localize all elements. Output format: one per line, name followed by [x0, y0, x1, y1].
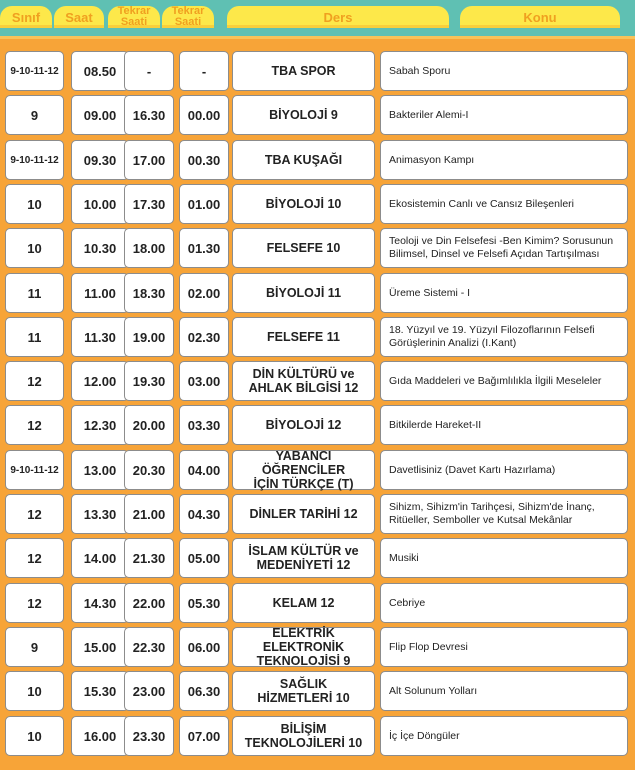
header-tekrar-2-label: Tekrar Saati — [171, 5, 205, 28]
header-konu — [460, 6, 620, 28]
tekrar-saati-2-cell: 05.00 — [179, 538, 229, 578]
tekrar-saati-2-cell: 04.30 — [179, 494, 229, 534]
saat-cell: 11.00 — [71, 273, 129, 313]
tekrar-saati-2-cell: 03.00 — [179, 361, 229, 401]
header-saat-label: Saat — [65, 9, 93, 25]
konu-cell: Alt Solunum Yolları — [380, 671, 628, 711]
tekrar-saati-2-cell: 00.00 — [179, 95, 229, 135]
sinif-cell: 10 — [5, 716, 64, 756]
saat-cell: 12.00 — [71, 361, 129, 401]
header-tekrar-saati-2 — [162, 6, 214, 28]
saat-cell: 15.00 — [71, 627, 129, 667]
sinif-cell: 12 — [5, 583, 64, 623]
ders-cell: BİYOLOJİ 11 — [232, 273, 375, 313]
tekrar-saati-1-cell: 18.30 — [124, 273, 174, 313]
header-ders-label: Ders — [323, 9, 353, 25]
tekrar-saati-2-cell: 05.30 — [179, 583, 229, 623]
sinif-cell: 12 — [5, 405, 64, 445]
tekrar-saati-1-cell: 17.00 — [124, 140, 174, 180]
ders-cell: ELEKTRİK ELEKTRONİK TEKNOLOJİSİ 9 — [232, 627, 375, 667]
tekrar-saati-1-cell: 22.30 — [124, 627, 174, 667]
ders-cell: SAĞLIK HİZMETLERİ 10 — [232, 671, 375, 711]
tekrar-saati-1-cell: 16.30 — [124, 95, 174, 135]
saat-cell: 13.30 — [71, 494, 129, 534]
saat-cell: 14.00 — [71, 538, 129, 578]
konu-cell: Sabah Sporu — [380, 51, 628, 91]
konu-cell: Musiki — [380, 538, 628, 578]
sinif-cell: 10 — [5, 228, 64, 268]
schedule-panel — [0, 36, 635, 770]
saat-cell: 12.30 — [71, 405, 129, 445]
tekrar-saati-1-cell: 23.00 — [124, 671, 174, 711]
tekrar-saati-1-cell: 20.00 — [124, 405, 174, 445]
saat-cell: 08.50 — [71, 51, 129, 91]
table-header — [0, 0, 635, 40]
konu-cell: Teoloji ve Din Felsefesi -Ben Kimim? Sorusunun Bilimsel, Dinsel ve Felsefi Açıdan Tartışılması — [380, 228, 628, 268]
tekrar-saati-2-cell: 03.30 — [179, 405, 229, 445]
sinif-cell: 11 — [5, 317, 64, 357]
header-konu-label: Konu — [523, 9, 557, 25]
ders-cell: BİYOLOJİ 12 — [232, 405, 375, 445]
header-sinif-label: Sınıf — [11, 9, 41, 25]
header-tekrar-1-label: Tekrar Saati — [117, 5, 151, 28]
sinif-cell: 12 — [5, 361, 64, 401]
saat-cell: 10.30 — [71, 228, 129, 268]
konu-cell: Bakteriler Alemi-I — [380, 95, 628, 135]
saat-cell: 14.30 — [71, 583, 129, 623]
saat-cell: 09.30 — [71, 140, 129, 180]
saat-cell: 10.00 — [71, 184, 129, 224]
saat-cell: 09.00 — [71, 95, 129, 135]
tekrar-saati-1-cell: 19.30 — [124, 361, 174, 401]
konu-cell: Animasyon Kampı — [380, 140, 628, 180]
ders-cell: DİN KÜLTÜRÜ ve AHLAK BİLGİSİ 12 — [232, 361, 375, 401]
konu-cell: Gıda Maddeleri ve Bağımlılıkla İlgili Meseleler — [380, 361, 628, 401]
header-saat — [54, 6, 104, 28]
tekrar-saati-2-cell: 02.00 — [179, 273, 229, 313]
sinif-cell: 10 — [5, 184, 64, 224]
konu-cell: Bitkilerde Hareket-II — [380, 405, 628, 445]
sinif-cell: 12 — [5, 494, 64, 534]
saat-cell: 13.00 — [71, 450, 129, 490]
header-tekrar-saati-1 — [108, 6, 160, 28]
tekrar-saati-1-cell: - — [124, 51, 174, 91]
tekrar-saati-1-cell: 20.30 — [124, 450, 174, 490]
ders-cell: TBA KUŞAĞI — [232, 140, 375, 180]
tekrar-saati-2-cell: 00.30 — [179, 140, 229, 180]
tekrar-saati-1-cell: 21.00 — [124, 494, 174, 534]
ders-cell: BİYOLOJİ 10 — [232, 184, 375, 224]
konu-cell: Davetlisiniz (Davet Kartı Hazırlama) — [380, 450, 628, 490]
tekrar-saati-1-cell: 23.30 — [124, 716, 174, 756]
tekrar-saati-2-cell: 06.30 — [179, 671, 229, 711]
tekrar-saati-2-cell: 04.00 — [179, 450, 229, 490]
saat-cell: 15.30 — [71, 671, 129, 711]
ders-cell: İSLAM KÜLTÜR ve MEDENİYETİ 12 — [232, 538, 375, 578]
tekrar-saati-2-cell: - — [179, 51, 229, 91]
ders-cell: BİLİŞİM TEKNOLOJİLERİ 10 — [232, 716, 375, 756]
konu-cell: 18. Yüzyıl ve 19. Yüzyıl Filozoflarının Felsefi Görüşlerinin Analizi (I.Kant) — [380, 317, 628, 357]
sinif-cell: 9 — [5, 627, 64, 667]
tekrar-saati-2-cell: 01.30 — [179, 228, 229, 268]
saat-cell: 16.00 — [71, 716, 129, 756]
saat-cell: 11.30 — [71, 317, 129, 357]
ders-cell: TBA SPOR — [232, 51, 375, 91]
sinif-cell: 9-10-11-12 — [5, 51, 64, 91]
tekrar-saati-1-cell: 17.30 — [124, 184, 174, 224]
sinif-cell: 10 — [5, 671, 64, 711]
tekrar-saati-1-cell: 18.00 — [124, 228, 174, 268]
konu-cell: Cebriye — [380, 583, 628, 623]
sinif-cell: 9-10-11-12 — [5, 140, 64, 180]
sinif-cell: 12 — [5, 538, 64, 578]
header-sinif — [0, 6, 52, 28]
tekrar-saati-1-cell: 22.00 — [124, 583, 174, 623]
konu-cell: Üreme Sistemi - I — [380, 273, 628, 313]
konu-cell: Ekosistemin Canlı ve Cansız Bileşenleri — [380, 184, 628, 224]
tekrar-saati-1-cell: 21.30 — [124, 538, 174, 578]
konu-cell: İç İçe Döngüler — [380, 716, 628, 756]
ders-cell: BİYOLOJİ 9 — [232, 95, 375, 135]
header-ders — [227, 6, 449, 28]
konu-cell: Sihizm, Sihizm'in Tarihçesi, Sihizm'de İnanç, Ritüeller, Semboller ve Kutsal Mekânlar — [380, 494, 628, 534]
sinif-cell: 9-10-11-12 — [5, 450, 64, 490]
tekrar-saati-1-cell: 19.00 — [124, 317, 174, 357]
tekrar-saati-2-cell: 07.00 — [179, 716, 229, 756]
ders-cell: YABANCI ÖĞRENCİLER İÇİN TÜRKÇE (T) — [232, 450, 375, 490]
konu-cell: Flip Flop Devresi — [380, 627, 628, 667]
tekrar-saati-2-cell: 01.00 — [179, 184, 229, 224]
sinif-cell: 9 — [5, 95, 64, 135]
tekrar-saati-2-cell: 06.00 — [179, 627, 229, 667]
tekrar-saati-2-cell: 02.30 — [179, 317, 229, 357]
sinif-cell: 11 — [5, 273, 64, 313]
ders-cell: DİNLER TARİHİ 12 — [232, 494, 375, 534]
ders-cell: KELAM 12 — [232, 583, 375, 623]
ders-cell: FELSEFE 11 — [232, 317, 375, 357]
ders-cell: FELSEFE 10 — [232, 228, 375, 268]
